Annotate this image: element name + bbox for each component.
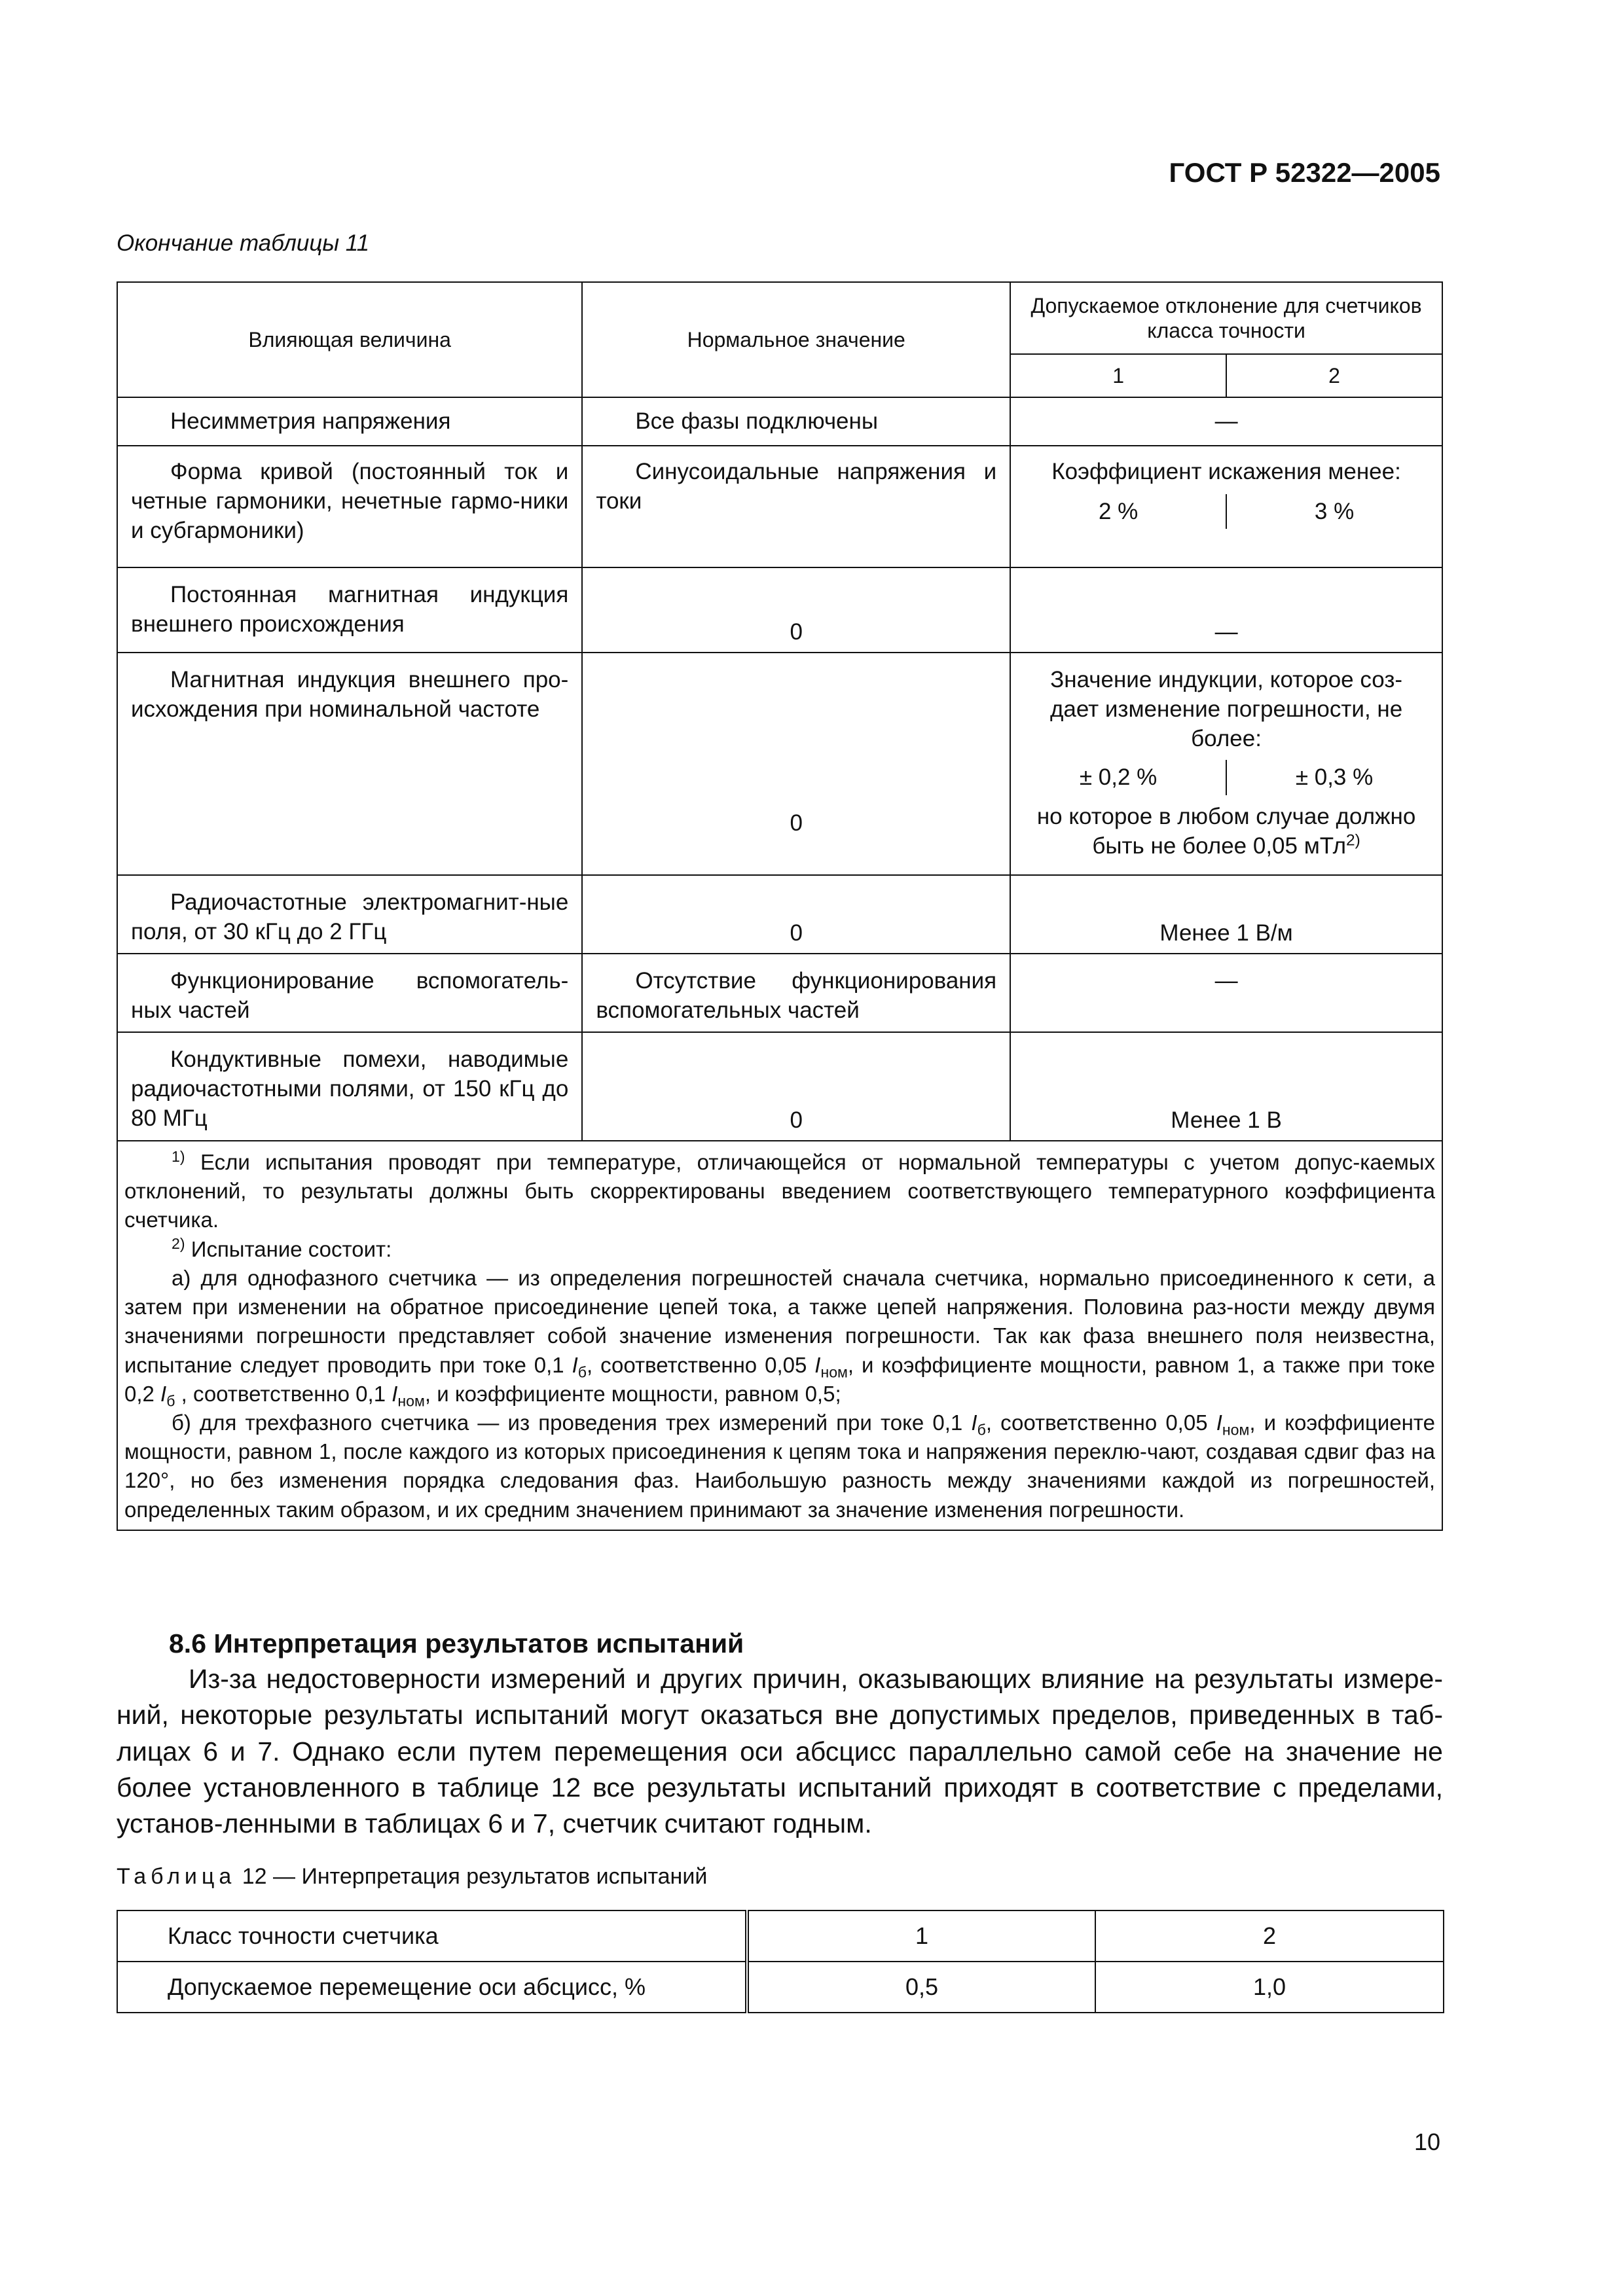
current-symbol: I [971,1410,977,1435]
quantity-cell: Радиочастотные электромагнит-ные поля, от 30 кГц до 2 ГГц [117,875,582,954]
current-subscript: б [977,1421,986,1439]
current-subscript: ном [1222,1421,1250,1439]
table-notes [117,1141,1442,1530]
note-2a [124,1264,1435,1408]
note-2 [124,1235,1435,1264]
deviation-text: Значение индукции, которое соз-дает изменение погрешности, не более: [1049,667,1403,752]
deviation-cell: — [1010,954,1442,1032]
results-interpretation-table [117,1910,1444,2013]
class-1-cell: 0,5 [747,1962,1095,2013]
row-label: Класс точности счетчика [117,1910,747,1962]
note-1 [124,1148,1435,1235]
table-row [117,567,1442,653]
note-1-text: Если испытания проводят при температуре, отличающейся от нормальной температуры с учетом допус-каемых отклонений, то результаты должны быть скорректированы введением соответствующего температурного коэффициента счетчика. [124,1150,1435,1232]
deviation-cell: Менее 1 В [1010,1032,1442,1141]
note-2b [124,1408,1435,1524]
table-continuation-caption: Окончание таблицы 11 [117,230,370,256]
section-body: Из-за недостоверности измерений и других причин, оказывающих влияние на результаты измере-ний, некоторые результаты испытаний могут оказаться вне допустимых пределов, приведенных в таб-лицах 6 и 7. Однако если путем перемещения оси абсцисс параллельно самой себе на значение не более установленного в таблице 12 все результаты испытаний приходят в соответствие с пределами, установ-ленными в таблицах 6 и 7, счетчик считают годным. [117,1664,1443,1839]
table-row [117,446,1442,567]
quantity-cell: Форма кривой (постоянный ток и четные гармоники, нечетные гармо-ники и субгармоники) [117,446,582,567]
current-subscript: б [166,1392,175,1410]
table-header-row [117,282,1442,354]
influence-quantities-table [117,281,1443,1531]
class-2-value: 3 % [1314,499,1355,525]
table-12-caption [117,1864,707,1890]
footnote-mark: 2) [172,1234,185,1252]
table-notes-row [117,1141,1442,1530]
header-class-1: 1 [1010,354,1226,397]
current-symbol: I [814,1352,821,1377]
note-text: , соответственно 0,05 [985,1410,1216,1435]
header-class-2: 2 [1226,354,1442,397]
class-2-cell: 1,0 [1095,1962,1444,2013]
caption-text: 12 — Интерпретация результатов испытаний [236,1864,708,1889]
current-symbol: I [392,1381,398,1406]
deviation-cell: — [1010,567,1442,653]
current-subscript: ном [397,1392,425,1410]
note-text: , и коэффициенте мощности, равном 1, а также при токе 0,2 [124,1352,1435,1406]
normal-value-cell: 0 [582,653,1010,875]
current-subscript: б [577,1363,587,1381]
table-row [117,954,1442,1032]
normal-value-cell: Синусоидальные напряжения и токи [582,446,1010,567]
quantity-cell: Функционирование вспомогатель-ных частей [117,954,582,1032]
table-row [117,1910,1444,1962]
header-normal-value: Нормальное значение [582,282,1010,397]
deviation-cell [1010,446,1442,567]
note-text: а) для однофазного счетчика — из определения погрешностей сначала счетчика, нормально присоединенного к сети, а затем при изменении на обратное присоединение цепей тока, а также цепей напряжения. Половина раз-ности между двумя значениями погрешности представляет собой значение изменения погрешности. Так как фаза внешнего поля неизвестна, испытание следует проводить при токе 0,1 [124,1265,1435,1377]
page-number: 10 [1413,2128,1440,2155]
section-title: 8.6 Интерпретация результатов испытаний [169,1628,744,1659]
normal-value-cell: 0 [582,567,1010,653]
class-values [1011,494,1442,529]
quantity-cell: Несимметрия напряжения [117,397,582,446]
note-2-text: Испытание состоит: [191,1236,392,1261]
deviation-cell [1010,653,1442,875]
note-text: , и коэффициенте мощности, равном 1, после каждого из которых присоединения к цепям тока и напряжения переклю-чают, создавая сдвиг фаз на 120°, но без изменения порядка следования фаз. Наибольшую разность между значениями каждой из погрешностей, определенных таким образом, и их средним значением принимают за значение изменения погрешности. [124,1410,1435,1522]
deviation-text: Коэффициент искажения менее: [1051,459,1401,484]
table-row [117,397,1442,446]
caption-word: Таблица [117,1864,236,1889]
header-permissible-deviation: Допускаемое отклонение для счетчиков класса точности [1010,282,1442,354]
current-symbol: I [1216,1410,1222,1435]
class-2-cell: 2 [1095,1910,1444,1962]
header-influence-quantity: Влияющая величина [117,282,582,397]
note-text: , соответственно 0,05 [586,1352,815,1377]
current-subscript: ном [820,1363,848,1381]
table-row [117,1962,1444,2013]
quantity-cell: Кондуктивные помехи, наводимые радиочастотными полями, от 150 кГц до 80 МГц [117,1032,582,1141]
class-values [1011,760,1442,795]
deviation-limit-value: но которое в любом случае должно быть не более 0,05 мТл [1036,803,1416,859]
footnote-mark: 2) [1346,831,1360,850]
table-row [117,875,1442,954]
deviation-cell: — [1010,397,1442,446]
quantity-cell: Постоянная магнитная индукция внешнего происхождения [117,567,582,653]
class-2-value: ± 0,3 % [1295,764,1374,791]
normal-value-cell: Отсутствие функционирования вспомогательных частей [582,954,1010,1032]
deviation-cell: Менее 1 В/м [1010,875,1442,954]
note-text: , соответственно 0,1 [175,1381,392,1406]
deviation-limit-text [1011,802,1442,861]
normal-value-cell: Все фазы подключены [582,397,1010,446]
current-symbol: I [160,1381,167,1406]
table-row [117,653,1442,875]
current-symbol: I [572,1352,578,1377]
row-label: Допускаемое перемещение оси абсцисс, % [117,1962,747,2013]
class-1-value: ± 0,2 % [1011,760,1227,795]
footnote-mark: 1) [172,1148,185,1165]
note-text: , и коэффициенте мощности, равном 0,5; [424,1381,841,1406]
normal-value-cell: 0 [582,1032,1010,1141]
class-1-cell: 1 [747,1910,1095,1962]
quantity-cell: Магнитная индукция внешнего про-исхождения при номинальной частоте [117,653,582,875]
note-text: б) для трехфазного счетчика — из проведения трех измерений при токе 0,1 [172,1410,972,1435]
document-code: ГОСТ Р 52322—2005 [1169,157,1440,188]
table-row [117,1032,1442,1141]
class-1-value: 2 % [1011,494,1227,529]
normal-value-cell: 0 [582,875,1010,954]
